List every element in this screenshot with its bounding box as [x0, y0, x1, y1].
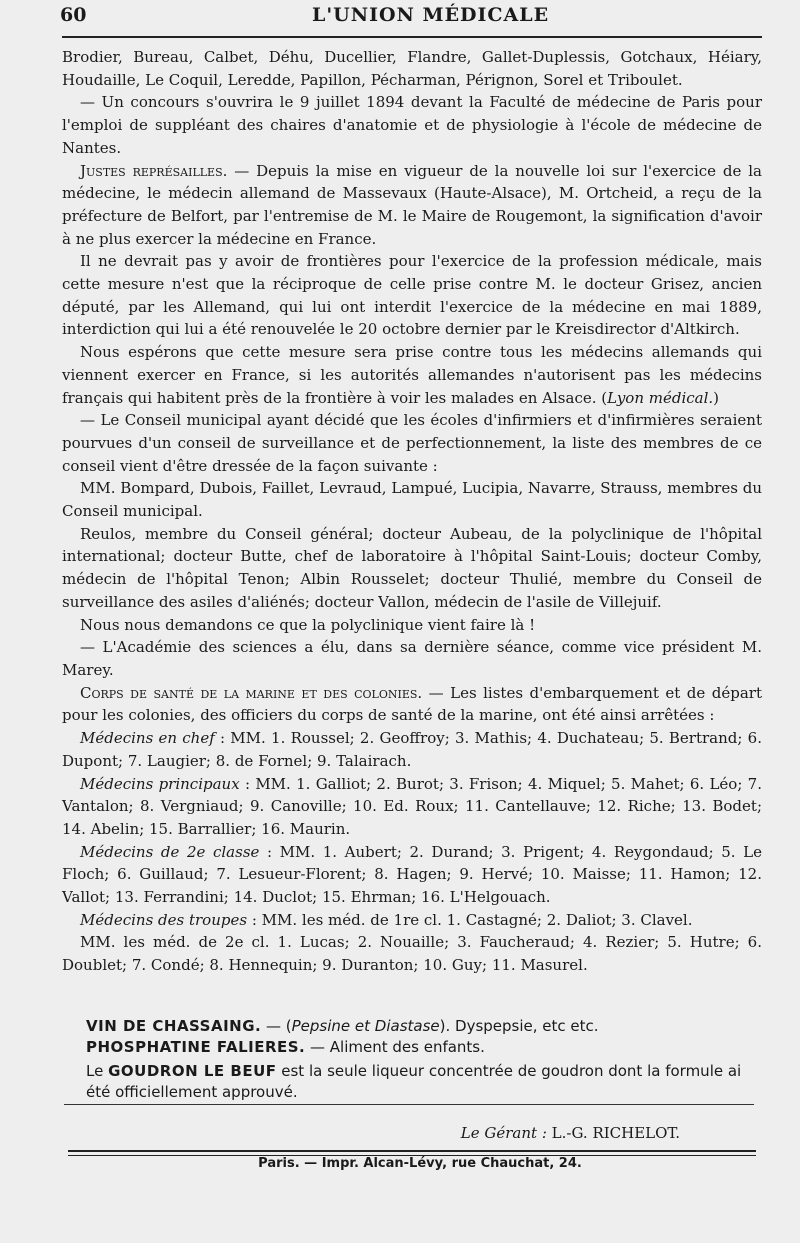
gerant-label: Le Gérant : — [460, 1124, 547, 1142]
paragraph: Médecins des troupes : MM. les méd. de 1re cl. 1. Castagné; 2. Daliot; 3. Clavel. — [80, 910, 693, 929]
ad-phosphatine: PHOSPHATINE FALIERES. — Aliment des enfants. — [86, 1038, 485, 1056]
paragraph: — Un concours s'ouvrira le 9 juillet 1894 devant la Faculté de médecine de Paris pour l'emploi de suppléant des chaires d'anatomie et de physiologie à l'école de médecine de Nantes. — [62, 93, 762, 157]
ad-goudron: Le GOUDRON LE BEUF est la seule liqueur concentrée de goudron dont la formule ai été officiellement approuvé. — [86, 1062, 742, 1101]
paragraph: MM. Bompard, Dubois, Faillet, Levraud, Lampué, Lucipia, Navarre, Strauss, membres du Conseil municipal. — [62, 479, 762, 521]
paragraph: — Le Conseil municipal ayant décidé que les écoles d'infirmiers et d'infirmières seraient pourvues d'un conseil de surveillance et de perfectionnement, la liste des membres de ce conseil vient d'être dressée de la façon suivante : — [62, 411, 762, 475]
paragraph: Nous nous demandons ce que la polyclinique vient faire là ! — [80, 615, 536, 634]
article-body — [62, 46, 762, 977]
paragraph: Il ne devrait pas y avoir de frontières pour l'exercice de la profession médicale, mais cette mesure n'est que la réciproque de celle prise contre M. le docteur Grisez, ancien député, par les Allemand, qui lui ont interdit l'exercice de la médecine en mai 1889, interdiction qui lui a été renouvelée le 20 octobre dernier par le Kreisdirector d'Altkirch. — [62, 252, 762, 339]
paragraph: Reulos, membre du Conseil général; docteur Aubeau, de la polyclinique de l'hôpital international; docteur Butte, chef de laboratoire à l'hôpital Saint-Louis; docteur Comby, médecin de l'hôpital Tenon; Albin Rousselet; docteur Thulié, membre du Conseil de surveillance des asiles d'aliénés; docteur Vallon, médecin de l'asile de Villejuif. — [62, 524, 762, 611]
paragraph: Justes représailles. — Depuis la mise en vigueur de la nouvelle loi sur l'exercice de la médecine, le médecin allemand de Massevaux (Haute-Alsace), M. Ortcheid, a reçu de la préfecture de Belfort, par l'entremise de M. le Maire de Rougemont, la signification d'avoir à ne plus exercer la médecine en France. — [62, 161, 763, 248]
ad-goudron-name: GOUDRON LE BEUF — [108, 1062, 277, 1080]
gerant-signature — [461, 1124, 680, 1142]
page-header — [60, 4, 760, 30]
page-number: 60 — [60, 4, 87, 26]
ad-phosphatine-name: PHOSPHATINE FALIERES. — [86, 1038, 306, 1056]
ad-vin-chassaing: VIN DE CHASSAING. — (Pepsine et Diastase). Dyspepsie, etc etc. — [86, 1017, 599, 1035]
ads-rule — [64, 1104, 754, 1105]
advertisements — [86, 1016, 766, 1103]
paragraph: — L'Académie des sciences a élu, dans sa dernière séance, comme vice président M. Marey. — [62, 638, 762, 679]
paragraph: MM. les méd. de 2e cl. 1. Lucas; 2. Nouaille; 3. Faucheraud; 4. Rezier; 5. Hutre; 6. Doublet; 7. Condé; 8. Hennequin; 9. Duranton; 10. Guy; 11. Masurel. — [62, 933, 762, 975]
header-rule — [62, 36, 762, 38]
paragraph: Nous espérons que cette mesure sera prise contre tous les médecins allemands qui viennent exercer en France, si les autorités allemandes n'autorisent pas les médecins français qui habitent près de la frontière à voir les malades en Alsace. (Lyon médical.) — [62, 343, 762, 407]
gerant-name: L.-G. RICHELOT. — [546, 1124, 680, 1142]
paragraph: Corps de santé de la marine et des colonies. — Les listes d'embarquement et de départ pour les colonies, des officiers du corps de santé de la marine, ont été ainsi arrêtées : — [62, 683, 762, 725]
paragraph: Brodier, Bureau, Calbet, Déhu, Ducellier, Flandre, Gallet-Duplessis, Gotchaux, Héiary, Houdaille, Le Coquil, Leredde, Papillon, Pécharman, Pérignon, Sorel et Triboulet. — [62, 48, 762, 89]
paragraph: Médecins principaux : MM. 1. Galliot; 2. Burot; 3. Frison; 4. Miquel; 5. Mahet; 6. Léo; 7. Vantalon; 8. Vergniaud; 9. Canoville; 10. Ed. Roux; 11. Cantellauve; 12. Riche; 13. Bodet; 14. Abelin; 15. Barrallier; 16. Maurin. — [62, 774, 762, 838]
footer-rule — [68, 1150, 756, 1152]
journal-title: L'UNION MÉDICALE — [312, 4, 550, 26]
paragraph: Médecins de 2e classe : MM. 1. Aubert; 2. Durand; 3. Prigent; 4. Reygondaud; 5. Le Floch; 6. Guillaud; 7. Lesueur-Florent; 8. Hagen; 9. Hervé; 10. Maisse; 11. Hamon; 12. Vallot; 13. Ferrandini; 14. Duclot; 15. Ehrman; 16. L'Helgouach. — [62, 842, 763, 907]
ad-vin-name: VIN DE CHASSAING. — [86, 1017, 262, 1035]
printer-imprint: Paris. — Impr. Alcan-Lévy, rue Chauchat, 24. — [258, 1156, 582, 1171]
paragraph: Médecins en chef : MM. 1. Roussel; 2. Geoffroy; 3. Mathis; 4. Duchateau; 5. Bertrand; 6. Dupont; 7. Laugier; 8. de Fornel; 9. Talairach. — [62, 729, 762, 770]
